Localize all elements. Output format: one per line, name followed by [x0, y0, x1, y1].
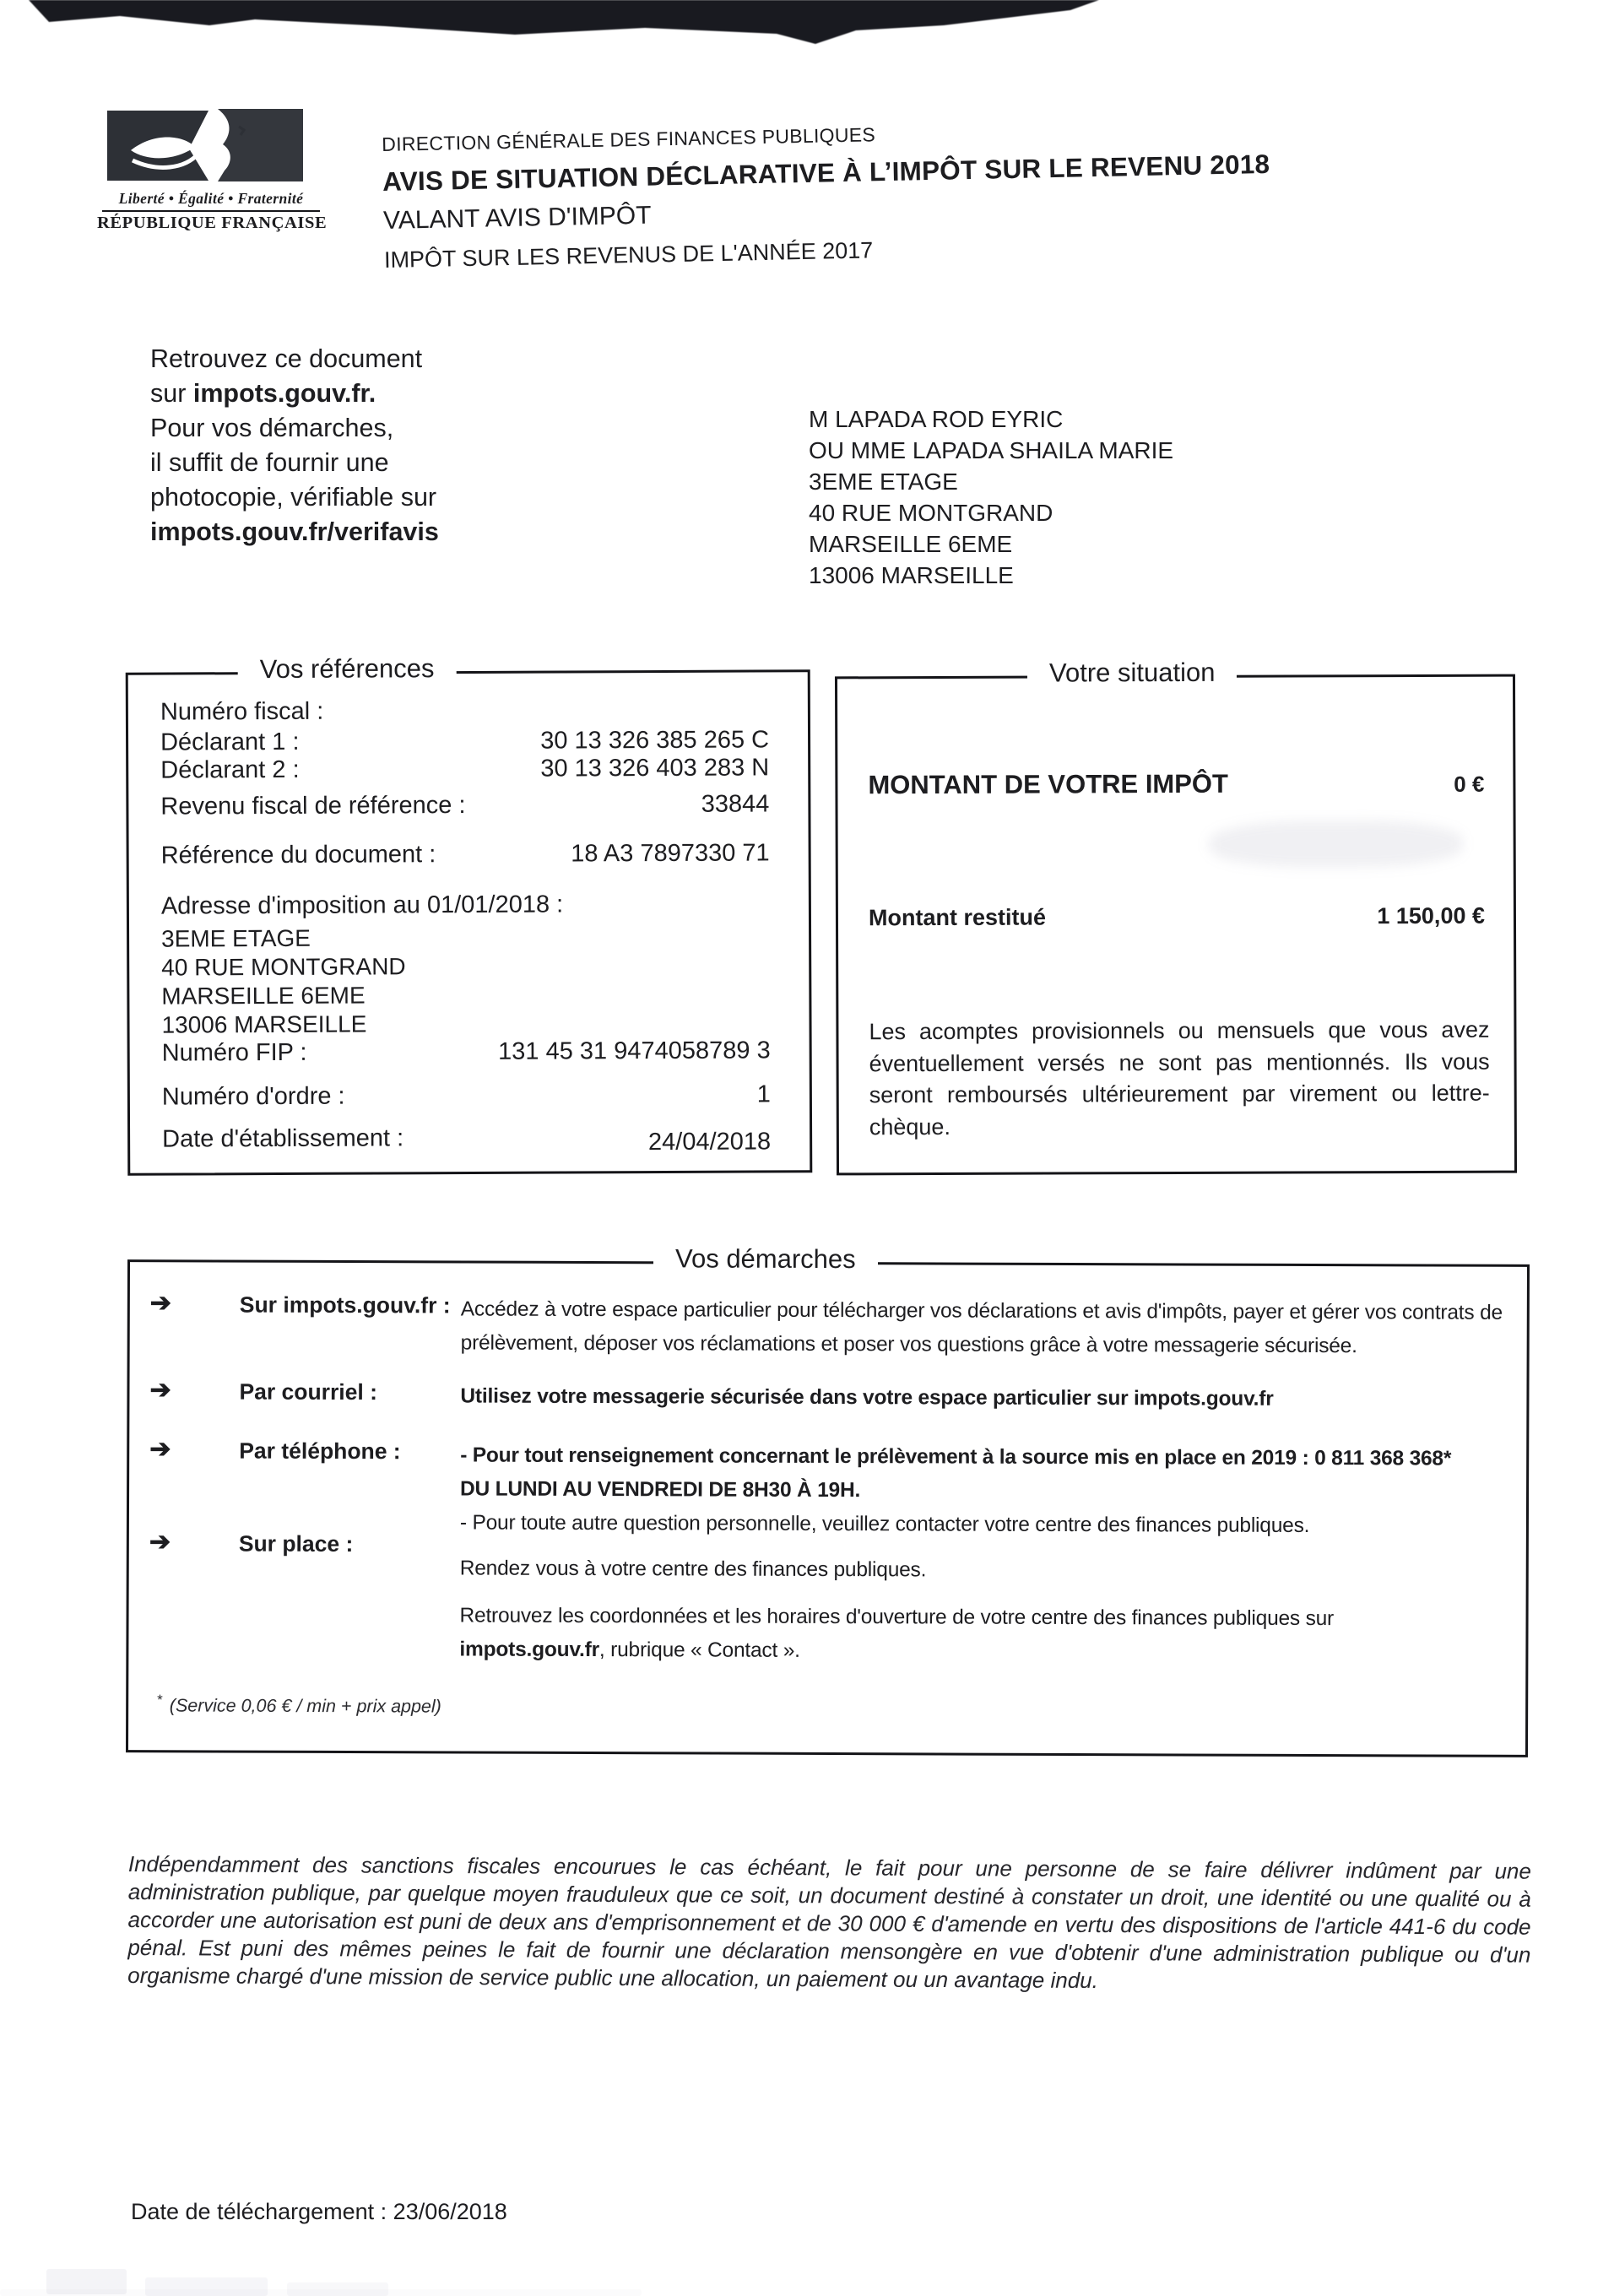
- logo-divider: [102, 210, 320, 212]
- arrow-icon: ➔: [149, 1376, 171, 1405]
- agency-name: DIRECTION GÉNÉRALE DES FINANCES PUBLIQUES: [382, 123, 876, 155]
- revenu-fiscal-row: [160, 790, 769, 820]
- recipient-line: M LAPADA ROD EYRIC: [809, 406, 1064, 432]
- footnote-text: (Service 0,06 € / min + prix appel): [169, 1695, 441, 1717]
- scan-bleed-ghost: [1210, 820, 1463, 868]
- montant-impot-row: [868, 768, 1484, 801]
- demarche-text-impots-gouv: Accédez à votre espace particulier pour télécharger vos déclarations et avis d'impôts, payer et gérer vos contrats de prélèvement, déposer vos réclamations et poser vos questions grâce à votre messagerie sécurisée.: [460, 1297, 1503, 1358]
- adresse-line: 40 RUE MONTGRAND: [161, 953, 406, 981]
- contact-text-c: , rubrique « Contact ».: [598, 1638, 800, 1662]
- telephone-line-3: - Pour toute autre question personnelle, veuillez contacter votre centre des finances publiques.: [459, 1511, 1310, 1537]
- recipient-line: 40 RUE MONTGRAND: [809, 500, 1053, 526]
- situation-box: [835, 657, 1517, 1176]
- montant-restitue-row: [869, 903, 1485, 932]
- recipient-address: [809, 403, 1173, 591]
- date-etablissement-value: 24/04/2018: [647, 1128, 772, 1156]
- demarche-text-courriel: Utilisez votre messagerie sécurisée dans votre espace particulier sur impots.gouv.fr: [460, 1384, 1274, 1411]
- contact-impots-gouv-fr: impots.gouv.fr: [459, 1638, 599, 1662]
- recipient-line: MARSEILLE 6EME: [809, 531, 1013, 557]
- demarche-text-telephone: [460, 1438, 1517, 1543]
- montant-restitue-value: 1 150,00 €: [1377, 902, 1486, 929]
- intro-line-4: il suffit de fournir une: [150, 448, 389, 477]
- arrow-icon: ➔: [149, 1289, 172, 1318]
- service-footnote: [157, 1692, 441, 1717]
- demarche-row-telephone: [129, 1435, 1526, 1537]
- scan-artifact-bottom: [0, 2289, 642, 2296]
- situation-box-title: Votre situation: [1027, 658, 1238, 689]
- declarant2-row: [160, 754, 769, 784]
- recipient-line: 3EME ETAGE: [809, 468, 958, 495]
- adresse-line: MARSEILLE 6EME: [161, 982, 366, 1010]
- references-box-title: Vos références: [238, 653, 457, 685]
- intro-line-2: [150, 376, 439, 411]
- references-box: [126, 653, 813, 1176]
- logo-republique-francaise: RÉPUBLIQUE FRANÇAISE: [97, 214, 328, 232]
- contact-info-row: [129, 1598, 1526, 1662]
- intro-line-1: Retrouvez ce document: [150, 344, 423, 373]
- adresse-line: 3EME ETAGE: [161, 924, 311, 952]
- scan-artifact-top: [0, 0, 1614, 54]
- numero-ordre-value: 1: [756, 1080, 771, 1108]
- declarant1-label: Déclarant 1 :: [160, 728, 300, 756]
- intro-paragraph: [150, 342, 439, 550]
- numero-ordre-label: Numéro d'ordre :: [161, 1082, 345, 1111]
- recipient-line: OU MME LAPADA SHAILA MARIE: [809, 437, 1174, 463]
- contact-text-a: Retrouvez les coordonnées et les horaires d'ouverture de votre centre des finances publiques sur: [459, 1604, 1335, 1631]
- arrow-icon: ➔: [149, 1528, 171, 1557]
- demarche-label-telephone: Par téléphone :: [239, 1438, 401, 1465]
- document-subtitle: VALANT AVIS D'IMPÔT: [382, 201, 652, 235]
- demarche-label-sur-place: Sur place :: [238, 1530, 354, 1557]
- acomptes-note: Les acomptes provisionnels ou mensuels que vous avez éventuellement versés ne sont pas mentionnés. Ils vous seront remboursés ultérieurement par virement ou lettre-chèque.: [869, 1016, 1490, 1140]
- declarant1-row: [160, 726, 769, 756]
- marianne-logo-icon: [106, 108, 317, 182]
- demarche-row-courriel: [130, 1376, 1527, 1411]
- intro-line-2-text: sur: [150, 379, 193, 408]
- revenu-fiscal-label: Revenu fiscal de référence :: [160, 792, 466, 820]
- reference-document-row: [161, 839, 770, 869]
- demarches-box: [126, 1243, 1530, 1757]
- montant-impot-value: 0 €: [1454, 771, 1485, 797]
- montant-impot-label: MONTANT DE VOTRE IMPÔT: [868, 768, 1229, 800]
- telephone-line-1: - Pour tout renseignement concernant le prélèvement à la source mis en place en 2019 : 0 811 368 368*: [460, 1443, 1452, 1470]
- date-etablissement-label: Date d'établissement :: [162, 1124, 404, 1153]
- demarche-label-courriel: Par courriel :: [239, 1378, 378, 1405]
- demarche-row-impots-gouv: [130, 1289, 1527, 1358]
- telephone-line-2: DU LUNDI AU VENDREDI DE 8H30 À 19H.: [460, 1477, 861, 1503]
- adresse-imposition-row: [161, 890, 770, 920]
- contact-info-text: [459, 1599, 1451, 1670]
- logo-motto: Liberté • Égalité • Fraternité: [118, 190, 304, 207]
- tax-year-line: IMPÔT SUR LES REVENUS DE L'ANNÉE 2017: [383, 237, 874, 273]
- impots-gouv-fr-text: impots.gouv.fr.: [192, 379, 376, 408]
- reference-document-label: Référence du document :: [160, 841, 436, 869]
- numero-ordre-row: [162, 1080, 771, 1111]
- document-header: [382, 116, 1271, 273]
- demarche-label-impots-gouv: Sur impots.gouv.fr :: [239, 1292, 451, 1319]
- adresse-line: 13006 MARSEILLE: [161, 1010, 367, 1038]
- intro-line-3: Pour vos démarches,: [150, 414, 394, 442]
- download-date: Date de téléchargement : 23/06/2018: [131, 2199, 507, 2224]
- declarant2-value: 30 13 326 403 283 N: [540, 754, 770, 782]
- numero-fip-value: 131 45 31 9474058789 3: [498, 1037, 771, 1065]
- declarant1-value: 30 13 326 385 265 C: [540, 726, 770, 755]
- montant-restitue-label: Montant restitué: [868, 904, 1047, 931]
- intro-line-5: photocopie, vérifiable sur: [150, 483, 437, 512]
- legal-notice: Indépendamment des sanctions fiscales encourues le cas échéant, le fait pour une personne de se faire délivrer indûment par une administration publique, par quelque moyen frauduleux que ce soit, un document destiné à constater un droit, une identité ou une qualité ou à accorder une autorisation est puni de deux ans d'emprisonnement et de 30 000 € d'amende en vertu des dispositions de l'article 441-6 du code pénal. Est puni des mêmes peines le fait de fournir une déclaration mensongère en vue d'obtenir d'une administration publique ou d'un organisme chargé d'une mission de service public une allocation, un paiement ou un avantage indu.: [127, 1851, 1531, 1994]
- numero-fip-label: Numéro FIP :: [161, 1038, 307, 1067]
- numero-fiscal-row: [160, 696, 769, 726]
- republique-francaise-logo: [97, 108, 328, 233]
- document-title: AVIS DE SITUATION DÉCLARATIVE À L’IMPÔT SUR LE REVENU 2018: [382, 148, 1270, 197]
- verifavis-url: impots.gouv.fr/verifavis: [150, 517, 439, 546]
- declarant2-label: Déclarant 2 :: [160, 755, 300, 784]
- date-etablissement-row: [162, 1123, 771, 1158]
- recipient-line: 13006 MARSEILLE: [809, 562, 1014, 588]
- footnote-asterisk: *: [157, 1692, 163, 1708]
- demarche-text-sur-place: Rendez vous à votre centre des finances publiques.: [459, 1557, 927, 1582]
- numero-fip-row: [162, 1037, 771, 1067]
- demarches-box-title: Vos démarches: [653, 1243, 878, 1275]
- numero-fiscal-label: Numéro fiscal :: [160, 697, 324, 726]
- arrow-icon: ➔: [149, 1435, 171, 1464]
- adresse-imposition-label: Adresse d'imposition au 01/01/2018 :: [160, 891, 564, 920]
- revenu-fiscal-value: 33844: [701, 790, 770, 818]
- reference-document-value: 18 A3 7897330 71: [571, 839, 770, 868]
- adresse-imposition-lines: [161, 923, 406, 1039]
